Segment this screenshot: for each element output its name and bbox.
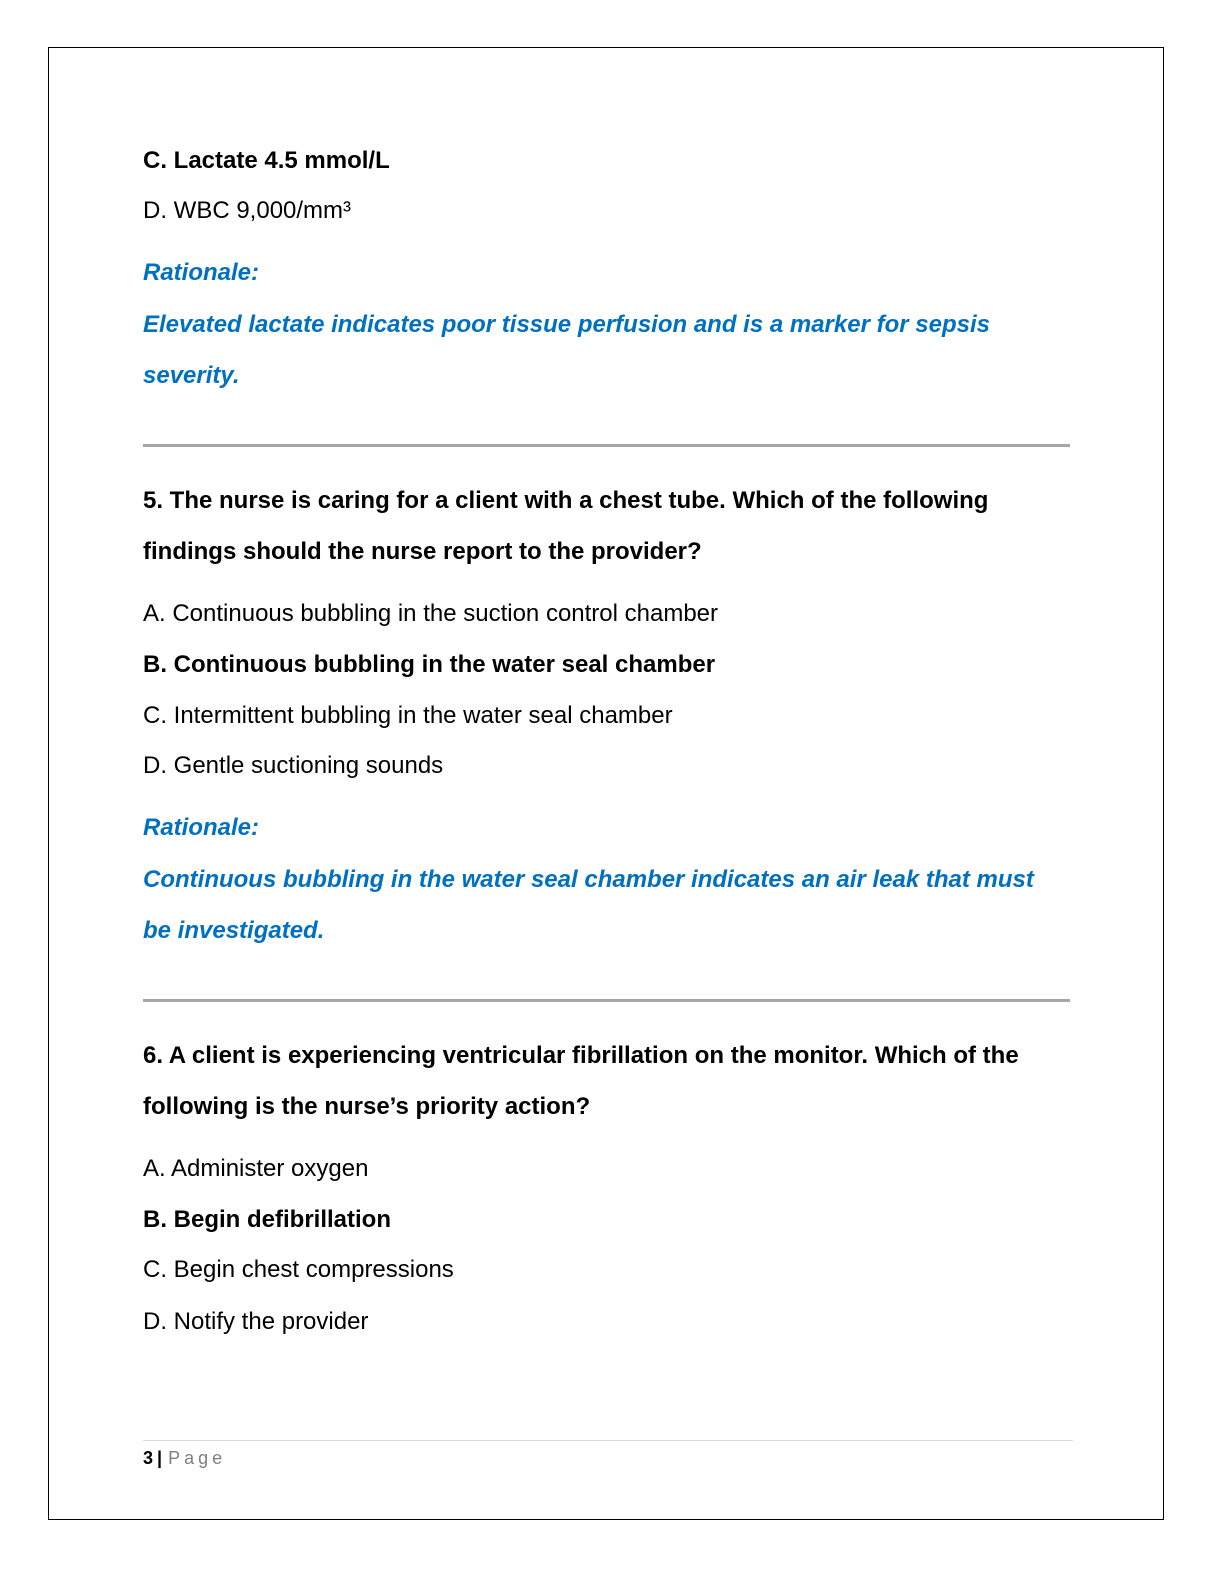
q6-option-c: C. Begin chest compressions [143,1256,454,1283]
q4-rationale-label: Rationale: [143,259,260,286]
q5-option-c: C. Intermittent bubbling in the water seal chamber [143,702,673,729]
q4-option-c: C. Lactate 4.5 mmol/L [143,147,390,174]
q5-rationale-label: Rationale: [143,814,260,841]
footer-separator: | [157,1448,163,1468]
q5-question-line2: findings should the nurse report to the provider? [143,538,702,565]
q6-question-line1: 6. A client is experiencing ventricular fibrillation on the monitor. Which of the [143,1042,1019,1069]
q6-question-line2: following is the nurse’s priority action? [143,1093,591,1120]
q5-rationale-line2: be investigated. [143,917,325,944]
q5-rationale-line1: Continuous bubbling in the water seal chamber indicates an air leak that must [143,866,1034,893]
footer-divider [143,1440,1073,1441]
q5-option-b: B. Continuous bubbling in the water seal chamber [143,651,716,678]
q4-rationale-line2: severity. [143,362,240,389]
page-footer [143,1446,226,1470]
q6-option-b: B. Begin defibrillation [143,1206,392,1233]
page-word: Page [168,1448,227,1468]
q5-question-line1: 5. The nurse is caring for a client with a chest tube. Which of the following [143,487,989,514]
q5-option-a: A. Continuous bubbling in the suction control chamber [143,600,719,627]
q5-option-d: D. Gentle suctioning sounds [143,752,444,779]
q6-option-d: D. Notify the provider [143,1308,369,1335]
q4-rationale-line1: Elevated lactate indicates poor tissue perfusion and is a marker for sepsis [143,311,990,338]
section-divider [143,444,1070,447]
section-divider [143,999,1070,1002]
q4-option-d: D. WBC 9,000/mm³ [143,197,352,224]
page-number: 3 [143,1448,154,1468]
q6-option-a: A. Administer oxygen [143,1155,369,1182]
